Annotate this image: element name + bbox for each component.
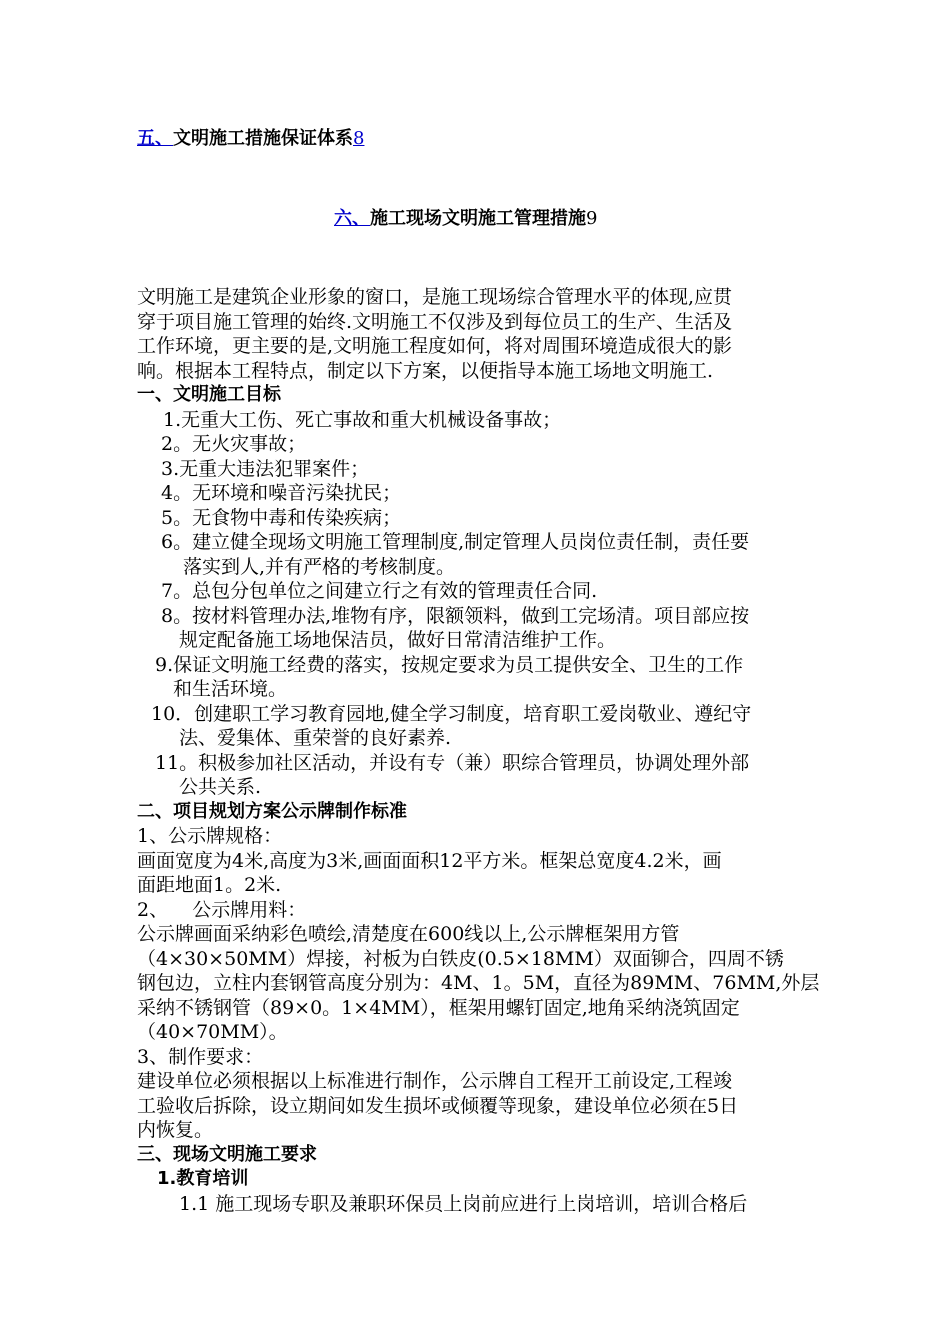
intro-line: 文明施工是建筑企业形象的窗口，是施工现场综合管理水平的体现,应贯 (137, 286, 733, 308)
paragraph-line: 1.1 施工现场专职及兼职环保员上岗前应进行上岗培训，培训合格后 (179, 1192, 748, 1215)
list-item: 7。总包分包单位之间建立行之有效的管理责任合同. (161, 580, 598, 602)
toc-entry-5[interactable] (137, 124, 364, 150)
list-item: 4。无环境和噪音污染扰民； (161, 482, 402, 504)
section-3-sub-1-title: 1.教育培训 (157, 1168, 249, 1189)
section-1-list (137, 408, 859, 800)
toc-entry-5-prefix-link[interactable]: 五、 (137, 128, 173, 149)
list-item-continuation: 落实到人,并有严格的考核制度。 (183, 555, 456, 578)
toc-entry-5-page-link[interactable]: 8 (353, 128, 365, 149)
list-item: 1.无重大工伤、死亡事故和重大机械设备事故； (163, 408, 562, 431)
document-body (137, 285, 859, 1216)
list-item-continuation: 规定配备施工场地保洁员，做好日常清洁维护工作。 (179, 629, 617, 651)
paragraph-line: （40×70MM）。 (137, 1021, 288, 1043)
list-item: 9.保证文明施工经费的落实，按规定要求为员工提供安全、卫生的工作 (155, 653, 744, 676)
section-2-sub-1-title: 1、公示牌规格： (137, 825, 283, 847)
paragraph-line: 公示牌画面采纳彩色喷绘,清楚度在600线以上,公示牌框架用方管 (137, 923, 680, 945)
paragraph-line: （4×30×50MM）焊接，衬板为白铁皮(0.5×18MM）双面铆合，四周不锈 (137, 947, 784, 970)
section-1-heading: 一、文明施工目标 (137, 384, 281, 405)
paragraph-line: 采纳不锈钢管（89×0。1×4MM），框架用螺钉固定,地角采纳浇筑固定 (137, 996, 740, 1019)
toc-entry-6-prefix-link[interactable]: 六、 (334, 208, 370, 229)
list-item: 3.无重大违法犯罪案件； (161, 457, 370, 480)
intro-line: 穿于项目施工管理的始终.文明施工不仅涉及到每位员工的生产、生活及 (137, 310, 733, 333)
paragraph-line: 画面宽度为4米,高度为3米,画面面积12平方米。框架总宽度4.2米，画 (137, 849, 722, 872)
toc-entry-6-page: 9 (586, 208, 598, 229)
list-item: 10．创建职工学习教育园地,健全学习制度，培育职工爱岗敬业、遵纪守 (151, 702, 752, 725)
list-item-continuation: 和生活环境。 (173, 678, 288, 700)
section-2-sub-2-title: 2、 公示牌用料： (137, 898, 307, 921)
paragraph-line: 钢包边，立柱内套钢管高度分别为：4M、1。5M，直径为89MM、76MM,外层 (137, 972, 820, 994)
intro-line: 工作环境，更主要的是,文明施工程度如何，将对周围环境造成很大的影 (137, 335, 733, 357)
toc-entry-6[interactable] (334, 204, 597, 230)
list-item: 6。建立健全现场文明施工管理制度,制定管理人员岗位责任制，责任要 (161, 531, 750, 553)
section-3-heading: 三、现场文明施工要求 (137, 1143, 317, 1165)
intro-paragraph (137, 285, 859, 383)
section-2-sub-3-title: 3、制作要求： (137, 1045, 264, 1068)
list-item-continuation: 法、爱集体、重荣誉的良好素养. (179, 727, 452, 749)
list-item-continuation: 公共关系. (179, 776, 262, 798)
list-item: 5。无食物中毒和传染疾病； (161, 506, 402, 529)
paragraph-line: 内恢复。 (137, 1119, 214, 1141)
section-2-heading: 二、项目规划方案公示牌制作标准 (137, 800, 407, 822)
list-item: 2。无火灾事故； (161, 433, 307, 455)
paragraph-line: 工验收后拆除，设立期间如发生损坏或倾覆等现象，建设单位必须在5日 (137, 1094, 739, 1117)
toc-entry-5-text[interactable]: 文明施工措施保证体系 (173, 128, 353, 149)
list-item: 11。积极参加社区活动，并设有专（兼）职综合管理员，协调处理外部 (155, 751, 750, 774)
toc-entry-6-text[interactable]: 施工现场文明施工管理措施 (370, 208, 586, 229)
list-item: 8。按材料管理办法,堆物有序，限额领料，做到工完场清。项目部应按 (161, 604, 750, 627)
intro-line: 响。根据本工程特点，制定以下方案，以便指导本施工场地文明施工. (137, 359, 714, 382)
paragraph-line: 建设单位必须根据以上标准进行制作，公示牌自工程开工前设定,工程竣 (137, 1070, 733, 1092)
paragraph-line: 面距地面1。2米. (137, 874, 282, 896)
